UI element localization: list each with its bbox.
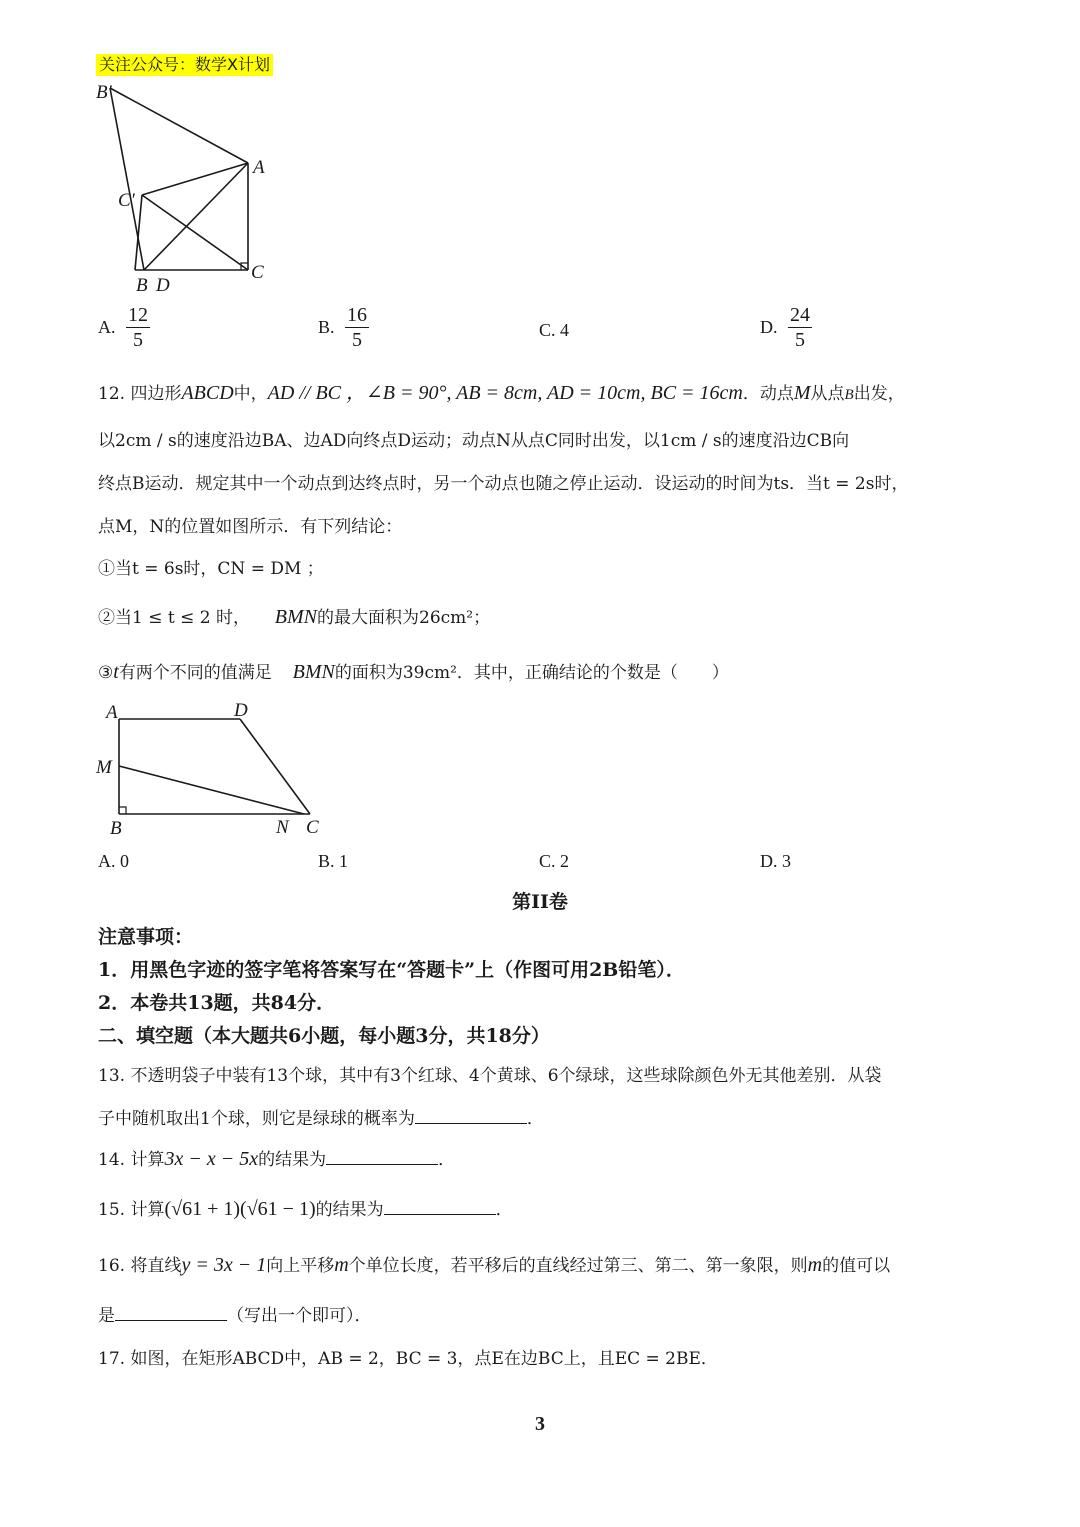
note-2: 2．本卷共13题，共84分．	[98, 992, 336, 1014]
label-bp: B′	[96, 82, 112, 103]
q11-option-a: A. $\frac{12}{5}$	[98, 304, 148, 351]
q12-figure	[90, 698, 340, 843]
q12-option-d: D. 3	[760, 851, 791, 871]
q11-option-b: B. $\frac{16}{5}$	[318, 304, 368, 351]
q16-line2: 是 （写出一个即可）．	[98, 1301, 372, 1326]
q12-conclusion-1: ①当t = 6s时，CN = DM ；	[98, 559, 324, 579]
line-cp-b	[135, 195, 142, 270]
section-title: 第II卷	[512, 891, 568, 913]
q11-figure	[90, 78, 290, 298]
q11-option-d: D. $\frac{24}{5}$	[760, 304, 810, 351]
label-c: C	[251, 262, 264, 283]
line-bp-a	[110, 88, 248, 163]
q12-conclusion-2: ②当1 ≤ t ≤ 2 时， BMN的最大面积为26cm²；	[98, 606, 491, 628]
q11-option-c: C. 4	[539, 320, 570, 340]
q12-line4: 点M，N的位置如图所示．有下列结论：	[98, 517, 403, 537]
q15-answer-blank	[384, 1197, 496, 1215]
q16-answer-blank	[115, 1303, 227, 1321]
q14: 14. 计算3x − x − 5x的结果为 ．	[98, 1148, 456, 1170]
label-a: A	[106, 702, 118, 723]
q12-line1: 12. 四边形ABCD中，AD // BC ，∠B = 90°, AB = 8cm, AD = 10cm, BC = 16cm．动点M从点B出发，	[98, 382, 905, 404]
q13-answer-blank	[415, 1106, 527, 1124]
label-m: M	[96, 757, 112, 778]
note-1: 1．用黑色字迹的签字笔将答案写在“答题卡”上（作图可用2B铅笔）．	[98, 959, 685, 981]
q12-option-a: A. 0	[98, 851, 129, 871]
label-b: B	[136, 275, 148, 296]
q15: 15. 计算(√61 + 1)(√61 − 1)的结果为 ．	[98, 1198, 513, 1220]
q14-answer-blank	[326, 1147, 438, 1165]
line-cp-c	[142, 195, 248, 270]
label-n: N	[276, 817, 289, 838]
q12-option-c: C. 2	[539, 851, 570, 871]
watermark-banner: 关注公众号：数学X计划	[96, 54, 273, 76]
label-d: D	[234, 700, 248, 721]
q12-conclusion-3: ③t有两个不同的值满足 BMN的面积为39cm²．其中，正确结论的个数是（ ）	[98, 661, 729, 683]
part-title: 二、填空题（本大题共6小题，每小题3分，共18分）	[98, 1025, 550, 1047]
label-a: A	[253, 157, 265, 178]
q12-line3: 终点B运动．规定其中一个动点到达终点时，另一个动点也随之停止运动．设运动的时间为ts．当t = 2s时，	[98, 474, 909, 494]
q12-option-b: B. 1	[318, 851, 349, 871]
label-d: D	[156, 275, 170, 296]
line-m-n	[119, 766, 304, 814]
label-b: B	[110, 818, 122, 839]
page-number: 3	[535, 1413, 545, 1435]
q12-line2: 以2cm / s的速度沿边BA、边AD向终点D运动；动点N从点C同时出发，以1cm / s的速度沿边CB向	[98, 431, 850, 451]
label-c: C	[306, 817, 319, 838]
notes-title: 注意事项：	[98, 926, 194, 948]
label-cp: C′	[118, 190, 135, 211]
q17: 17. 如图，在矩形ABCD中，AB = 2，BC = 3，点E在边BC上，且EC = 2BE．	[98, 1349, 718, 1369]
line-bp-d	[110, 88, 144, 270]
q13-line1: 13. 不透明袋子中装有13个球，其中有3个红球、4个黄球、6个绿球，这些球除颜色外无其他差别．从袋	[98, 1066, 882, 1086]
q13-line2: 子中随机取出1个球，则它是绿球的概率为 ．	[98, 1104, 544, 1129]
right-angle-b	[119, 807, 126, 814]
q16-line1: 16. 将直线y = 3x − 1向上平移m个单位长度，若平移后的直线经过第三、第二、第一象限，则m的值可以	[98, 1254, 891, 1276]
